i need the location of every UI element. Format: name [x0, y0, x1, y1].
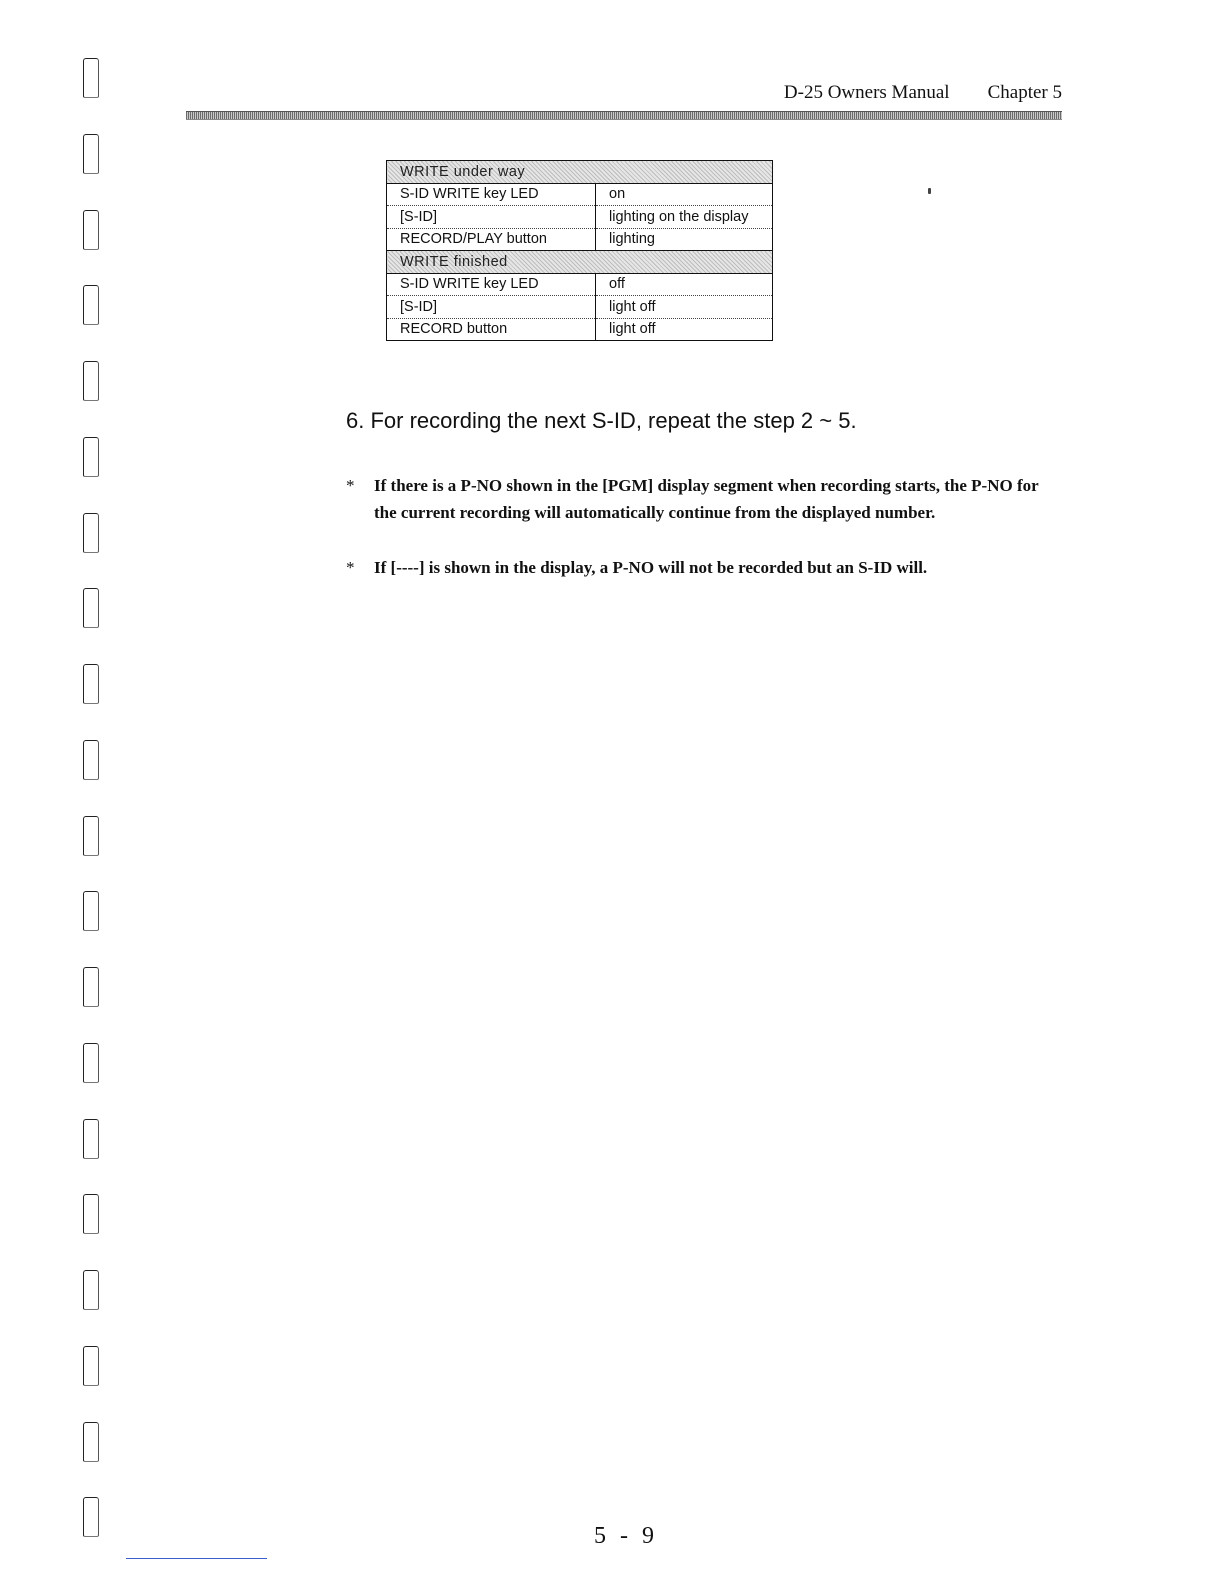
binder-hole [83, 285, 99, 325]
table-cell-item: S-ID WRITE key LED [387, 183, 596, 206]
step-text: For recording the next S-ID, repeat the step 2 ~ 5. [370, 408, 857, 433]
table-row [387, 206, 773, 229]
binder-hole [83, 1194, 99, 1234]
table-row [387, 318, 773, 341]
binder-hole [83, 816, 99, 856]
binder-hole [83, 588, 99, 628]
binder-hole [83, 58, 99, 98]
section-title: WRITE finished [387, 251, 773, 274]
table-cell-state: off [596, 273, 773, 296]
note-text: If [----] is shown in the display, a P-NO will not be recorded but an S-ID will. [374, 558, 928, 577]
step-number: 6. [346, 408, 365, 433]
table-section-header [387, 161, 773, 184]
manual-title: D-25 Owners Manual [783, 82, 950, 103]
binder-hole [83, 1422, 99, 1462]
table-row [387, 273, 773, 296]
table-row [387, 183, 773, 206]
binder-hole [83, 1043, 99, 1083]
page-number: 5 - 9 [594, 1523, 658, 1549]
table-cell-item: [S-ID] [387, 206, 596, 229]
binder-hole [83, 1270, 99, 1310]
table-cell-state: lighting on the display [596, 206, 773, 229]
note-item [346, 554, 1058, 581]
table-row [387, 228, 773, 251]
binder-holes [83, 58, 103, 1548]
binder-hole [83, 513, 99, 553]
table-cell-item: S-ID WRITE key LED [387, 273, 596, 296]
section-title: WRITE under way [387, 161, 773, 184]
table-cell-state: lighting [596, 228, 773, 251]
scan-speck [928, 188, 931, 194]
binder-hole [83, 1346, 99, 1386]
note-item [346, 472, 1058, 526]
table-cell-state: light off [609, 321, 656, 337]
binder-hole [83, 664, 99, 704]
binder-hole [83, 891, 99, 931]
table-section-header [387, 251, 773, 274]
chapter-label: Chapter 5 [987, 82, 1062, 103]
table-cell-item: RECORD button [387, 318, 596, 341]
table-row [387, 296, 773, 319]
page-header [784, 82, 1062, 104]
note-text: If there is a P-NO shown in the [PGM] display segment when recording starts, the P-NO for the current recording will automatically continue from the displayed number. [374, 476, 1039, 522]
table-cell-state: light off [596, 296, 773, 319]
binder-hole [83, 967, 99, 1007]
footer-line [126, 1558, 267, 1559]
table-cell-state: on [596, 183, 773, 206]
binder-hole [83, 134, 99, 174]
write-status-table [386, 160, 773, 341]
binder-hole [83, 1119, 99, 1159]
binder-hole [83, 437, 99, 477]
asterisk-marker: * [346, 476, 355, 495]
table-cell-item: [S-ID] [387, 296, 596, 319]
binder-hole [83, 740, 99, 780]
binder-hole [83, 210, 99, 250]
binder-hole [83, 361, 99, 401]
table-cell-item: RECORD/PLAY button [387, 228, 596, 251]
step-6 [346, 408, 857, 434]
header-rule [186, 111, 1062, 120]
asterisk-marker: * [346, 558, 355, 577]
